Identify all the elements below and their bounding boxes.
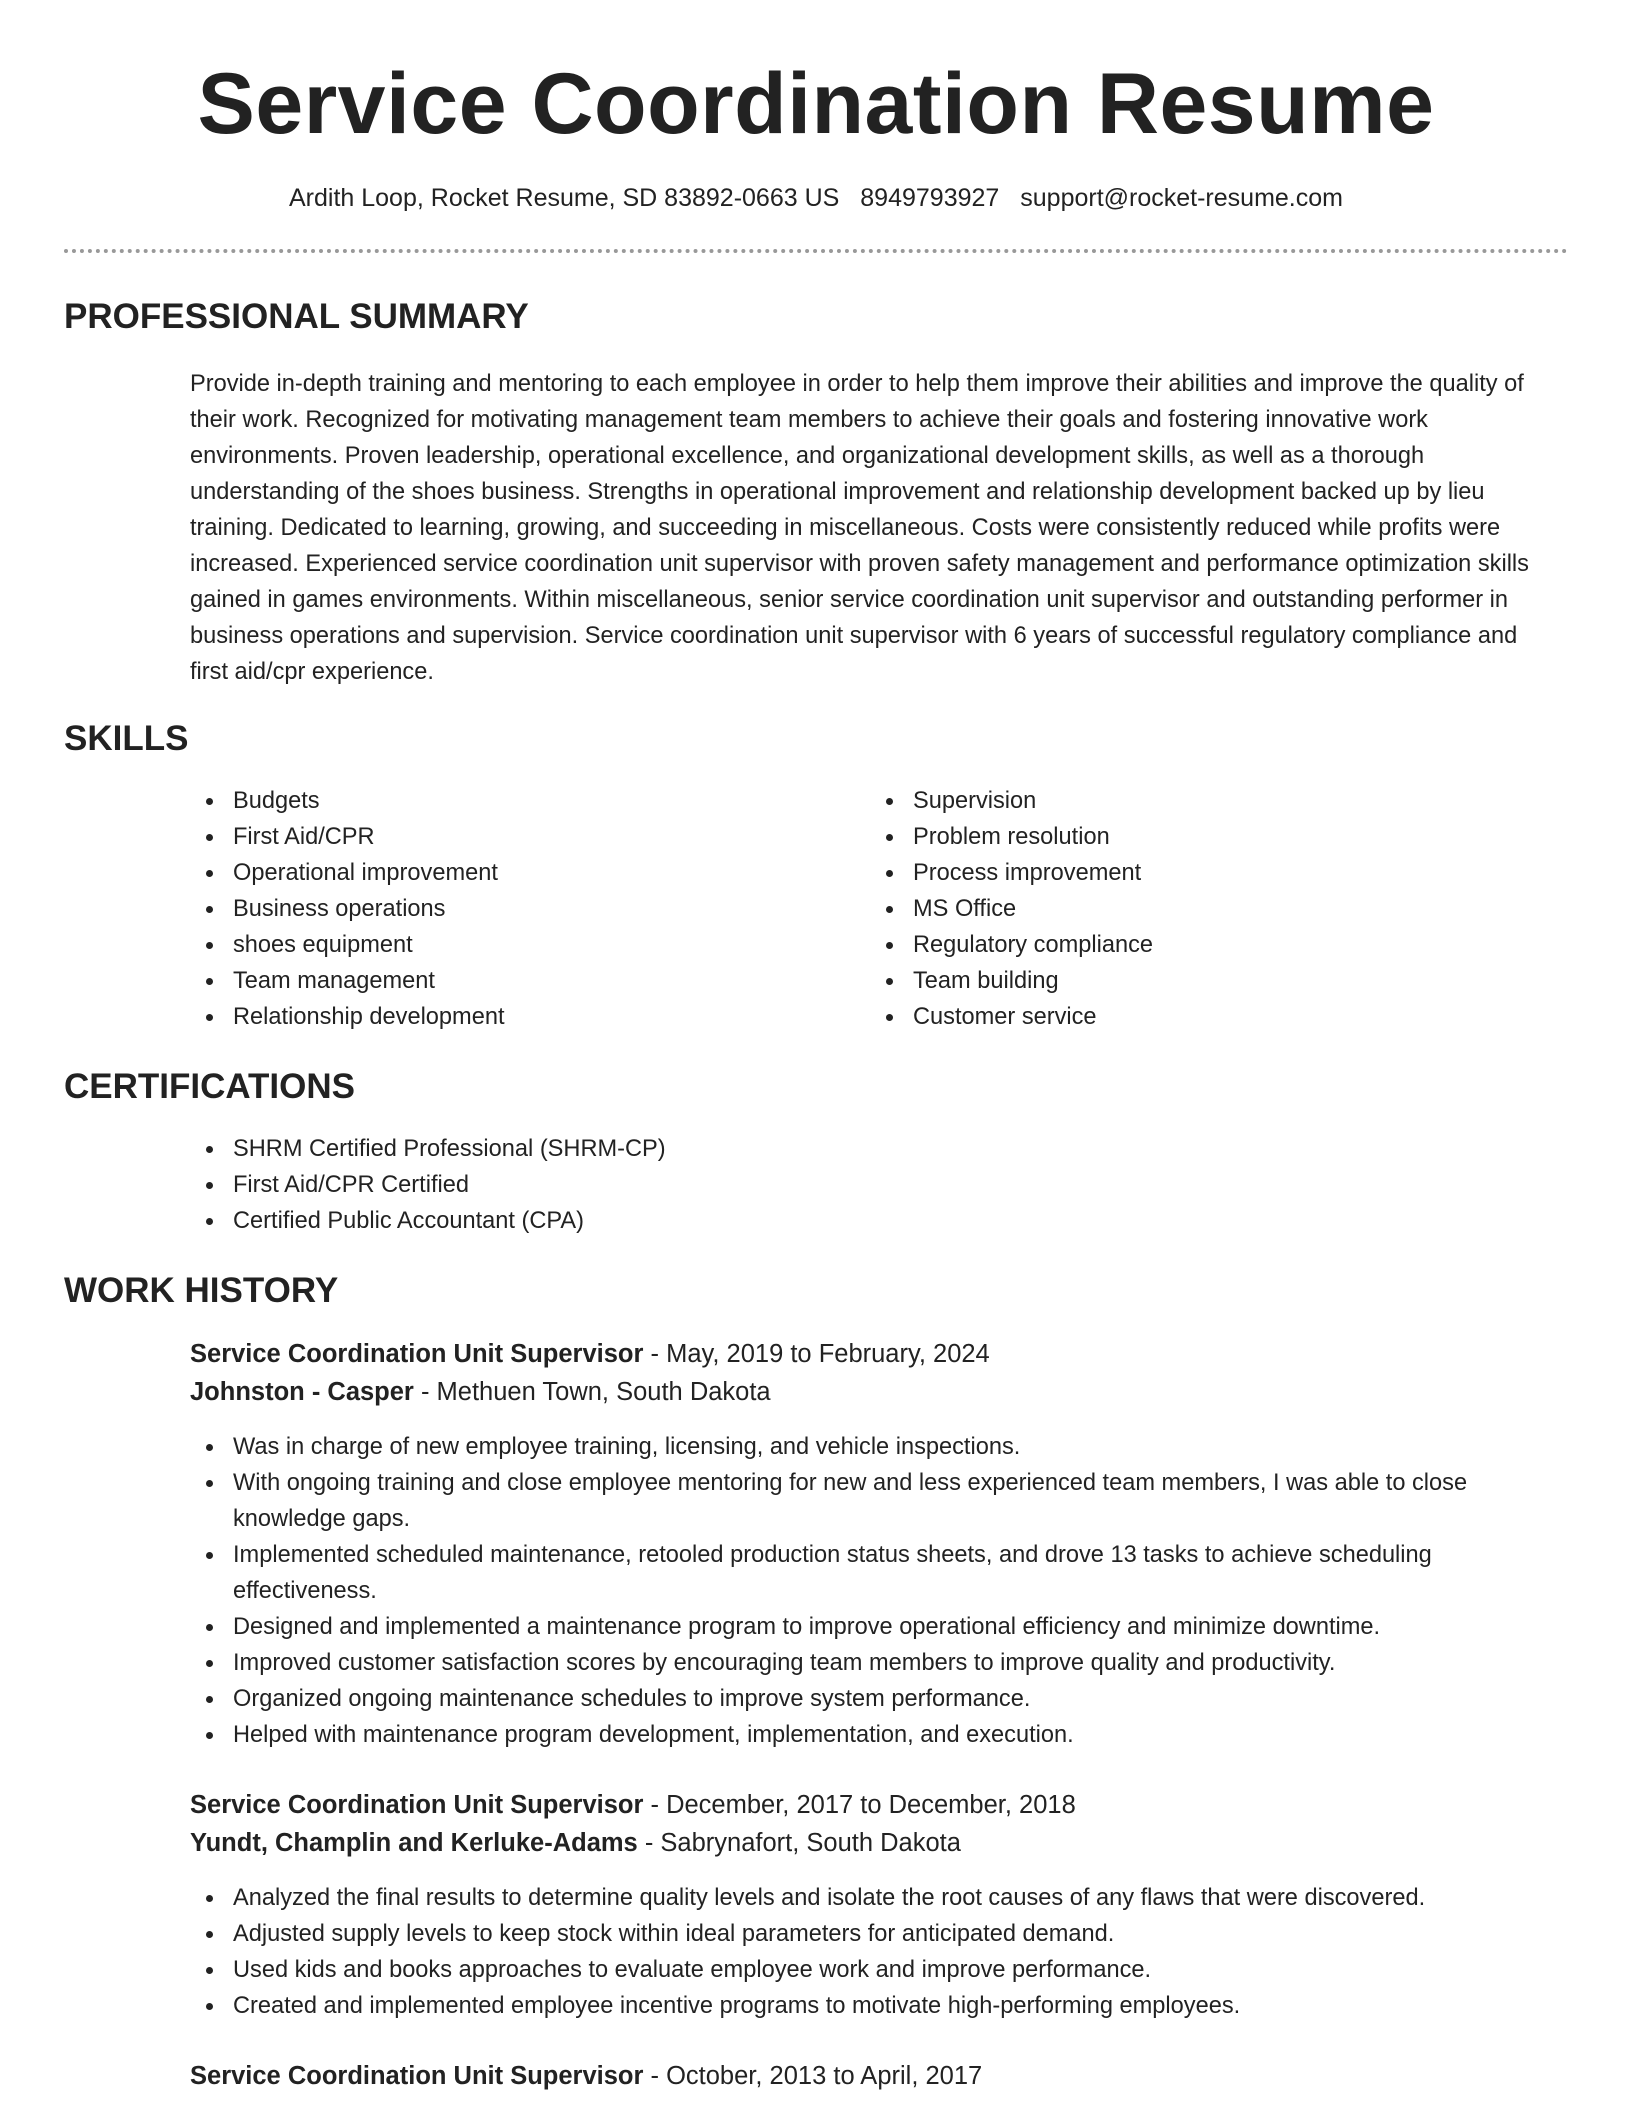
certifications-heading: CERTIFICATIONS bbox=[64, 1067, 356, 1106]
list-item: Budgets bbox=[190, 783, 810, 819]
list-item: Improved customer satisfaction scores by encouraging team members to improve quality and productivity. bbox=[190, 1645, 1560, 1681]
list-item: Implemented scheduled maintenance, retooled production status sheets, and drove 13 tasks to achieve scheduling effectiveness. bbox=[190, 1537, 1560, 1609]
job-company-line bbox=[190, 1373, 771, 1411]
list-item: Was in charge of new employee training, licensing, and vehicle inspections. bbox=[190, 1429, 1560, 1465]
skills-list-right bbox=[870, 783, 1490, 1035]
list-item: MS Office bbox=[870, 891, 1490, 927]
list-item: Supervision bbox=[870, 783, 1490, 819]
contact-email[interactable]: support@rocket-resume.com bbox=[1020, 184, 1343, 212]
job-title-line bbox=[190, 2057, 982, 2095]
job-company-line bbox=[190, 1824, 961, 1862]
job-dates: - May, 2019 to February, 2024 bbox=[643, 1340, 990, 1368]
list-item: Certified Public Accountant (CPA) bbox=[190, 1203, 1490, 1239]
contact-line bbox=[0, 180, 1632, 216]
job-duties-list bbox=[190, 1429, 1560, 1753]
summary-text: Provide in-depth training and mentoring to each employee in order to help them improve their abilities and improve the quality of their work. Recognized for motivating management team members to achieve their goals and fostering innovative work environments. Proven leadership, operational excellence, and organizational development skills, as well as a thorough understanding of the shoes business. Strengths in operational improvement and relationship development backed up by lieu training. Dedicated to learning, growing, and succeeding in miscellaneous. Costs were consistently reduced while profits were increased. Experienced service coordination unit supervisor with proven safety management and performance optimization skills gained in games environments. Within miscellaneous, senior service coordination unit supervisor and outstanding performer in business operations and supervision. Service coordination unit supervisor with 6 years of successful regulatory compliance and first aid/cpr experience. bbox=[190, 371, 1529, 685]
list-item: First Aid/CPR bbox=[190, 819, 810, 855]
list-item: Regulatory compliance bbox=[870, 927, 1490, 963]
list-item: Created and implemented employee incentive programs to motivate high-performing employees. bbox=[190, 1988, 1560, 2024]
list-item: shoes equipment bbox=[190, 927, 810, 963]
job-title-line bbox=[190, 1786, 1076, 1824]
list-item: Adjusted supply levels to keep stock within ideal parameters for anticipated demand. bbox=[190, 1916, 1560, 1952]
job-duties-list bbox=[190, 1880, 1560, 2024]
job-location: - Sabrynafort, South Dakota bbox=[637, 1829, 961, 1857]
contact-phone[interactable]: 8949793927 bbox=[860, 184, 1000, 212]
resume-title: Service Coordination Resume bbox=[197, 56, 1435, 152]
skills-list-left bbox=[190, 783, 810, 1035]
list-item: SHRM Certified Professional (SHRM-CP) bbox=[190, 1131, 1490, 1167]
job-company: Johnston - Casper bbox=[190, 1378, 414, 1406]
list-item: Helped with maintenance program development, implementation, and execution. bbox=[190, 1717, 1560, 1753]
job-title: Service Coordination Unit Supervisor bbox=[190, 1791, 644, 1819]
job-title: Service Coordination Unit Supervisor bbox=[190, 1340, 644, 1368]
job-company: Yundt, Champlin and Kerluke-Adams bbox=[190, 1829, 638, 1857]
list-item: Operational improvement bbox=[190, 855, 810, 891]
list-item: Process improvement bbox=[870, 855, 1490, 891]
certifications-list bbox=[190, 1131, 1490, 1239]
job-location: - Methuen Town, South Dakota bbox=[413, 1378, 771, 1406]
list-item: Relationship development bbox=[190, 999, 810, 1035]
job-dates: - December, 2017 to December, 2018 bbox=[643, 1791, 1076, 1819]
job-title: Service Coordination Unit Supervisor bbox=[190, 2062, 644, 2090]
list-item: First Aid/CPR Certified bbox=[190, 1167, 1490, 1203]
list-item: With ongoing training and close employee mentoring for new and less experienced team members, I was able to close knowledge gaps. bbox=[190, 1465, 1560, 1537]
summary-heading: PROFESSIONAL SUMMARY bbox=[64, 297, 529, 336]
contact-address: Ardith Loop, Rocket Resume, SD 83892-0663 US bbox=[289, 184, 840, 212]
job-title-line bbox=[190, 1335, 990, 1373]
list-item: Organized ongoing maintenance schedules to improve system performance. bbox=[190, 1681, 1560, 1717]
list-item: Designed and implemented a maintenance program to improve operational efficiency and minimize downtime. bbox=[190, 1609, 1560, 1645]
list-item: Used kids and books approaches to evaluate employee work and improve performance. bbox=[190, 1952, 1560, 1988]
job-dates: - October, 2013 to April, 2017 bbox=[643, 2062, 983, 2090]
header-divider bbox=[64, 249, 1568, 253]
list-item: Problem resolution bbox=[870, 819, 1490, 855]
list-item: Analyzed the final results to determine quality levels and isolate the root causes of any flaws that were discovered. bbox=[190, 1880, 1560, 1916]
list-item: Customer service bbox=[870, 999, 1490, 1035]
work-heading: WORK HISTORY bbox=[64, 1271, 339, 1310]
skills-heading: SKILLS bbox=[64, 719, 189, 758]
list-item: Team building bbox=[870, 963, 1490, 999]
list-item: Team management bbox=[190, 963, 810, 999]
list-item: Business operations bbox=[190, 891, 810, 927]
